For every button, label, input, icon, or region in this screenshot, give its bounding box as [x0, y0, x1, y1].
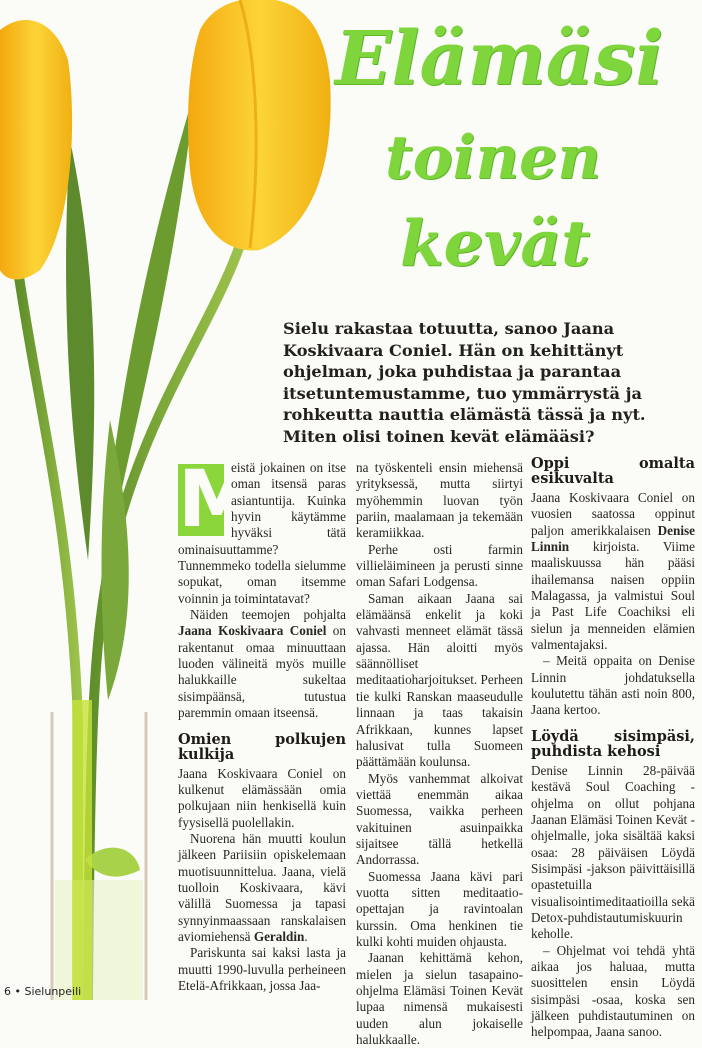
paragraph: – Ohjelmat voi tehdä yhtä aikaa jos haluaa, mutta suosittelen ensin Löydä sisimpäsi -osaa, koska sen jälkeen puhdistautuminen on helpompaa, Jaana sanoo. [531, 942, 695, 1040]
paragraph: Saman aikaan Jaana sai elämäänsä enkelit ja koki vahvasti menneet elämät tässä ajassa. Hän aloitti myös säännölliset meditaatioharjoitukset. Perheen tie kulki Ranskan maaseudulle linnaan ja taas takaisin Afrikkaan, kunnes lapset halusivat tulla Suomeen päättämään koulunsa. [356, 590, 523, 770]
paragraph [531, 490, 695, 653]
person-name: Jaana Koskivaara Coniel [178, 623, 327, 639]
paragraph: – Meitä oppaita on Denise Linnin johdatuksella koulutettu tähän asti noin 800, Jaana kertoo. [531, 653, 695, 718]
paragraph: Perhe osti farmin villieläimineen ja perusti sinne oman Safari Lodgensa. [356, 541, 523, 590]
lead-paragraph: Sielu rakastaa totuutta, sanoo Jaana Koskivaara Coniel. Hän on kehittänyt ohjelman, joka puhdistaa ja parantaa itsetuntemustamme, tuo ymmärrystä ja rohkeutta nauttia elämästä tässä ja nyt. Miten olisi toinen kevät elämääsi? [283, 319, 646, 446]
paragraph-text: . [304, 928, 308, 944]
paragraph: Myös vanhemmat alkoivat viettää enemmän aikaa Suomessa, vaikka perheen vakituinen asuinpaikka sijaitsee tällä hetkellä Andorrassa. [356, 770, 523, 868]
column-3 [531, 456, 695, 1041]
column-2 [356, 460, 523, 1048]
paragraph-text: eistä jokainen on itse oman itsensä paras asiantuntija. Kuinka hyvin käytämme hyväksi tätä ominaisuuttamme? Tunnemmeko todella sielumme sopukat, oman itsemme voinnin ja toimintatavat? [178, 460, 346, 606]
page-folio: 6 • Sielunpeili [4, 985, 82, 998]
paragraph: Jaanan kehittämä kehon, mielen ja sielun tasapaino-ohjelma Elämäsi Toinen Kevät lupaa nimensä mukaisesti uuden alun jokaiselle halukkaalle. [356, 950, 523, 1048]
paragraph-text: Nuorena hän muutti koulun jälkeen Pariisiin opiskelemaan muotisuunnittelua. Jaana, vielä tuolloin Koskivaara, kävi välillä Suomessa ja tapasi synnyinmaassaan ranskalaisen aviomiehensä [178, 830, 346, 944]
person-name: Geraldin [253, 928, 305, 944]
paragraph: Denise Linnin 28-päivää kestävä Soul Coaching -ohjelma on ollut pohjana Jaanan Elämäsi Toinen Kevät -ohjelmalle, joka sisältää kaksi osaa: 28 päiväisen Löydä Sisimpäsi -jakson päivittäisillä opastetuilla visualisointimeditaatioilla sekä Detox-puhdistautumiskuurin keholle. [531, 762, 695, 942]
paragraph: Pariskunta sai kaksi lasta ja muutti 1990-luvulla perheineen Etelä-Afrikkaan, jossa Jaa- [178, 945, 346, 993]
paragraph: na työskenteli ensin miehensä yrityksessä, mutta siirtyi myöhemmin luovan työn pariin, maalamaan ja tekemään keramiikkaa. [356, 460, 523, 541]
paragraph [178, 831, 346, 945]
paragraph-text: Jaana Koskivaara Coniel on vuosien saatossa oppinut paljon amerikkalaisen [531, 490, 695, 538]
column-1 [178, 455, 346, 994]
paragraph [178, 607, 346, 721]
title-line-1: Elämäsi [335, 16, 664, 102]
subheading: Oppi omalta esikuvalta [531, 455, 695, 487]
title-line-3: kevät [400, 206, 591, 280]
subheading: Omien polkujen kulkija [178, 730, 346, 763]
paragraph: Suomessa Jaana kävi pari vuotta sitten meditaatio-opettajan ja ravintoalan kurssin. Oma henkinen tie kulki kohti muiden ohjausta. [356, 868, 523, 949]
person-name: Denise Linnin [531, 522, 695, 555]
subheading: Löydä sisimpäsi, puhdista kehosi [531, 727, 695, 760]
paragraph-text: on rakentanut omaa minuuttaan luoden välineitä myös muille halukkaille sukeltaa sisimpäänsä, tutustua paremmin omaan itseensä. [178, 623, 346, 721]
title-line-2: toinen [385, 123, 601, 193]
paragraph [178, 455, 346, 607]
paragraph-text: Näiden teemojen pohjalta [190, 607, 346, 623]
paragraph: Jaana Koskivaara Coniel on kulkenut elämässään omia polkujaan niin henkisellä kuin fyysisellä puolellakin. [178, 765, 346, 830]
drop-cap: M [178, 455, 256, 545]
paragraph-text: kirjoista. Viime maaliskuussa hän pääsi ihailemansa naisen oppiin Malagassa, ja valmistui Soul ja Past Life Coachiksi eli sielun ja menneiden elämien valmentajaksi. [531, 539, 695, 653]
